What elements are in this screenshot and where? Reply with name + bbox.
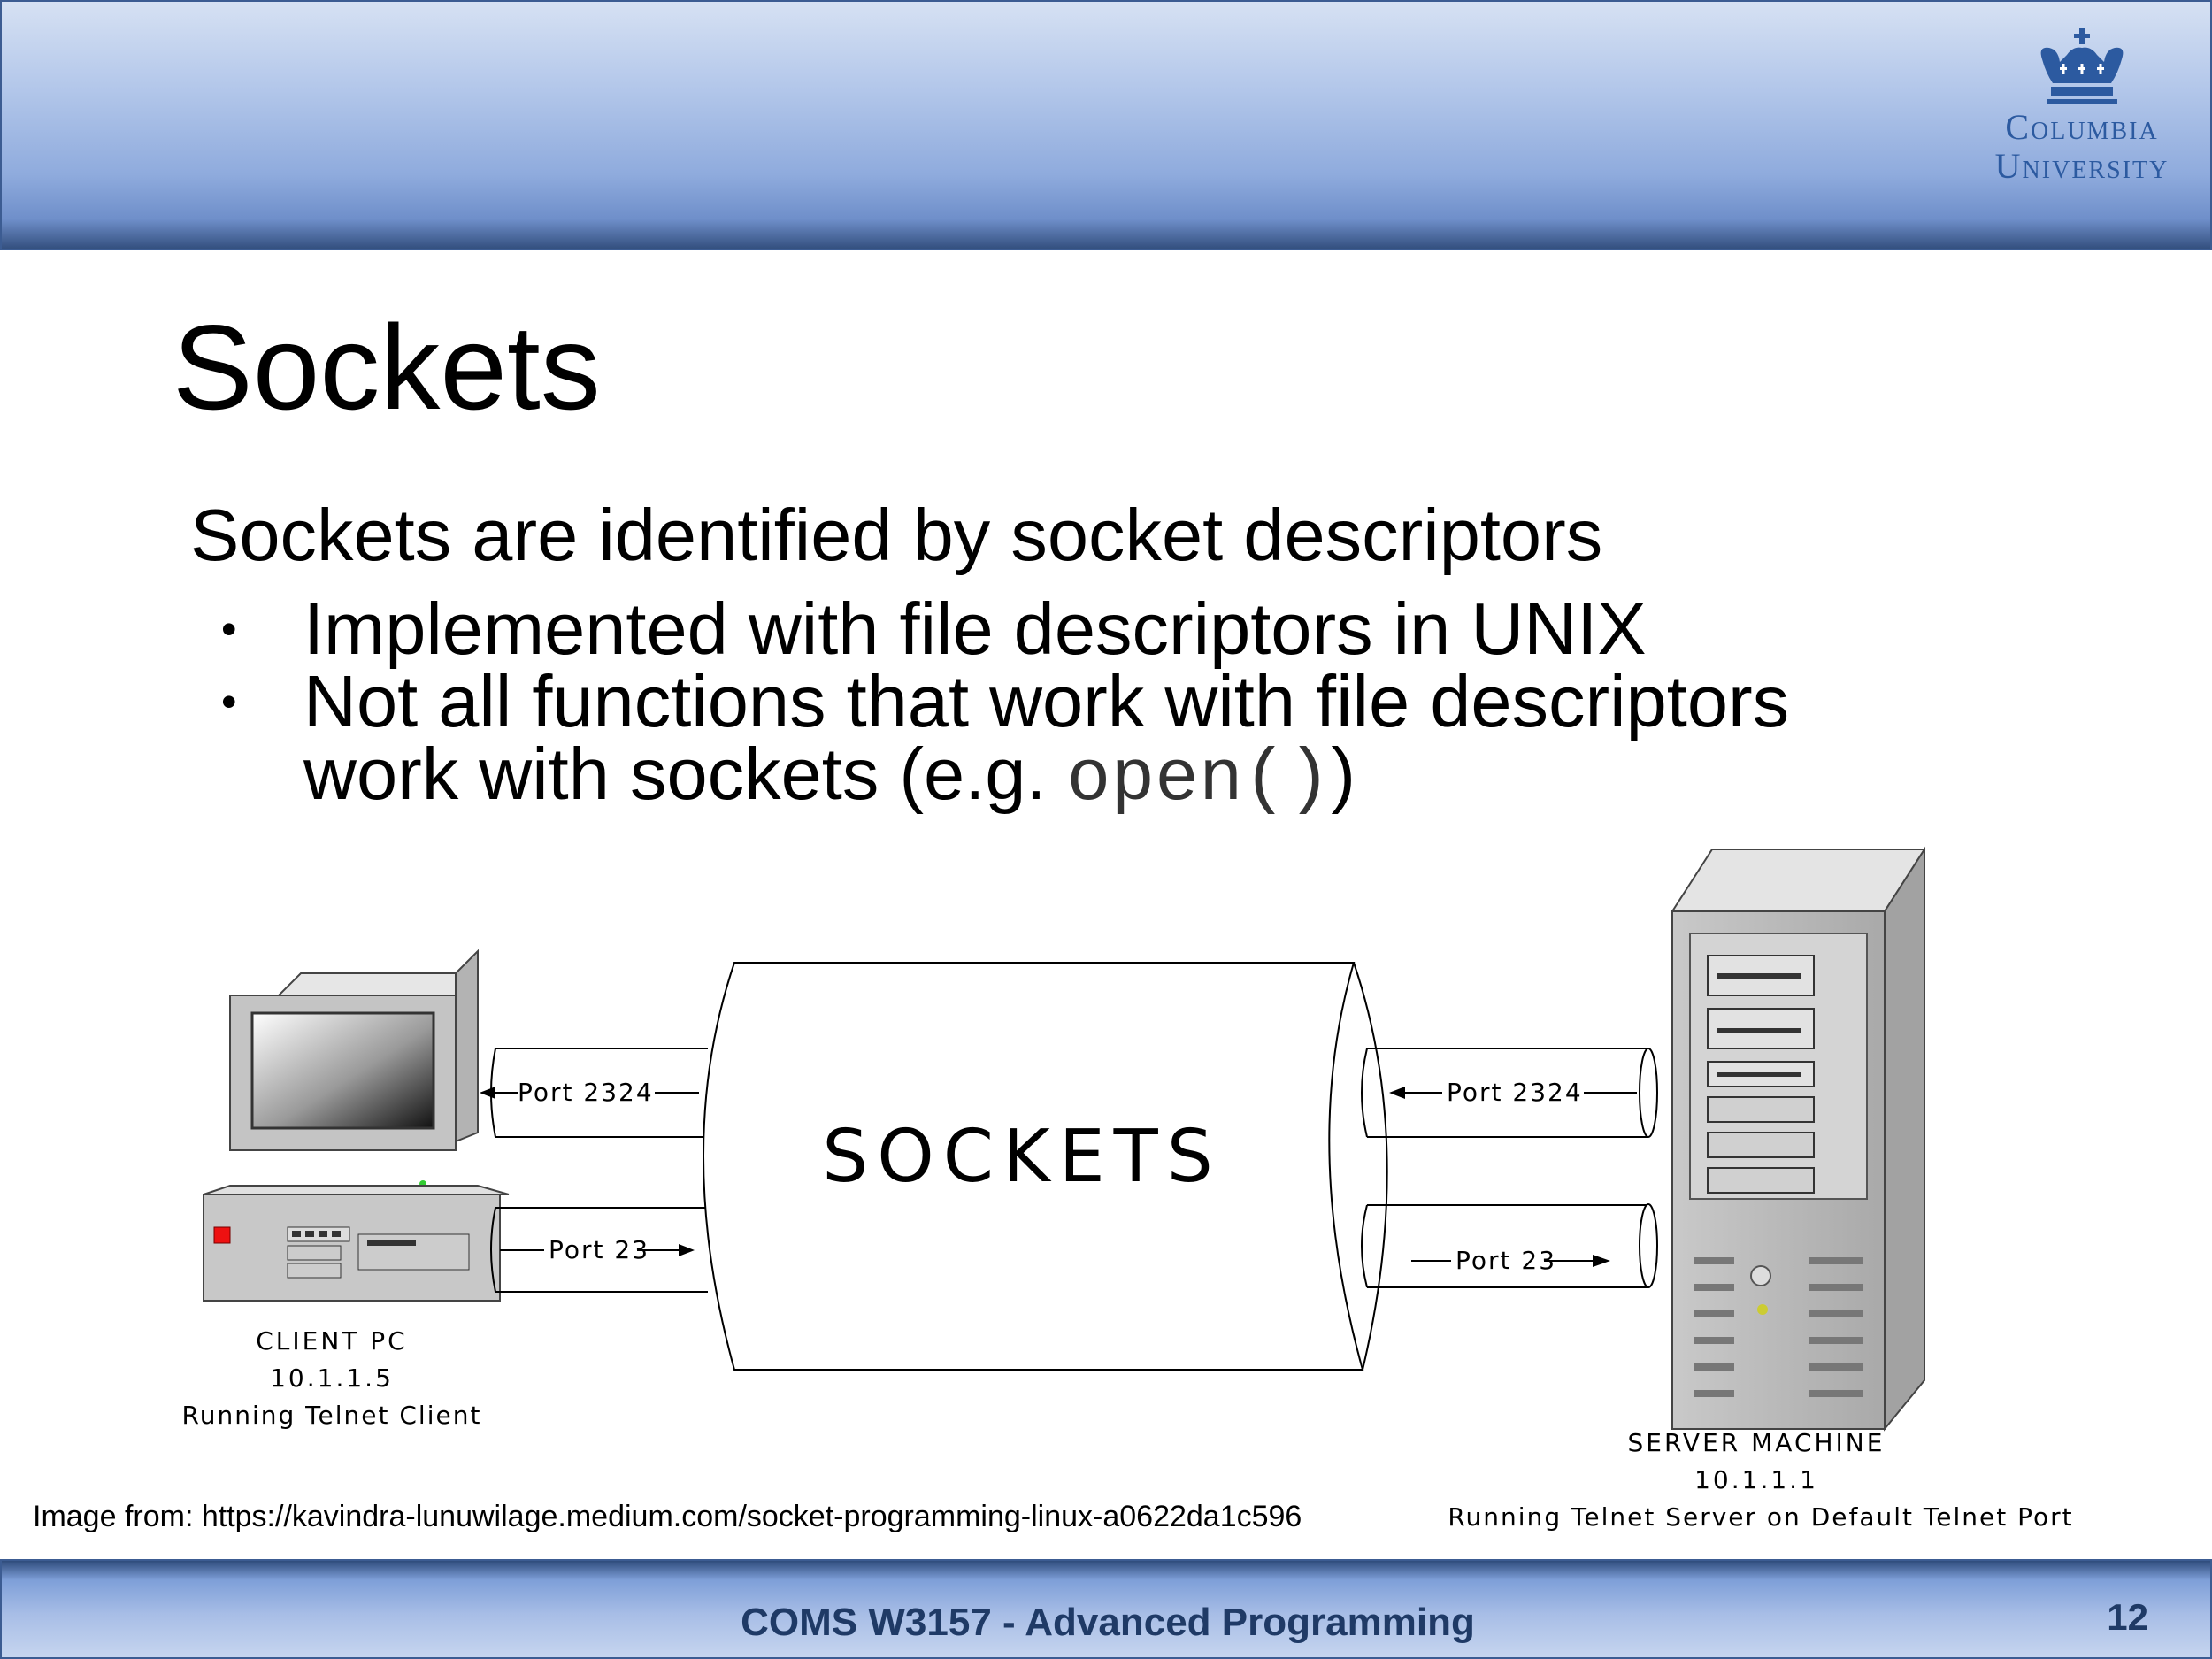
client-ip: 10.1.1.5 bbox=[270, 1363, 394, 1393]
code-open: open() bbox=[1066, 738, 1332, 821]
client-name: CLIENT PC bbox=[256, 1326, 408, 1356]
client-role: Running Telnet Client bbox=[181, 1401, 482, 1430]
bullet-dot: • bbox=[221, 604, 237, 654]
bullet-item bbox=[221, 588, 1789, 670]
bullet-text: Implemented with file descriptors in UNIX bbox=[303, 588, 1647, 670]
columbia-logo bbox=[1962, 28, 2201, 214]
footer-band bbox=[0, 1559, 2212, 1659]
sockets-diagram bbox=[177, 841, 2079, 1548]
sockets-label: SOCKETS bbox=[822, 1115, 1222, 1199]
logo-line2: University bbox=[1994, 146, 2170, 186]
logo-line1: Columbia bbox=[2005, 107, 2159, 147]
left-pipes bbox=[480, 1048, 708, 1292]
bullet-text-line1: Not all functions that work with file descriptors bbox=[303, 660, 1790, 742]
bullet-text-line2 bbox=[303, 733, 1356, 821]
header-band bbox=[0, 0, 2212, 250]
right-port-23-label: Port 23 bbox=[1455, 1246, 1557, 1275]
left-port-23-label: Port 23 bbox=[549, 1235, 650, 1264]
right-pipes bbox=[1362, 1048, 1657, 1287]
image-credit: Image from: https://kavindra-lunuwilage.medium.com/socket-programming-linux-a0622da1c596 bbox=[33, 1500, 1302, 1533]
lead-text: Sockets are identified by socket descriptors bbox=[190, 494, 1603, 576]
bullet-item bbox=[221, 660, 1790, 821]
sockets-cylinder bbox=[703, 963, 1387, 1370]
bullet-dot: • bbox=[221, 677, 237, 726]
bullet-text-suffix: ) bbox=[1331, 733, 1356, 815]
left-port-2324-label: Port 2324 bbox=[518, 1078, 654, 1107]
slide-title: Sockets bbox=[173, 300, 601, 434]
course-title: COMS W3157 - Advanced Programming bbox=[741, 1601, 1475, 1644]
client-pc-icon bbox=[204, 951, 509, 1301]
bullet-text-prefix: work with sockets (e.g. bbox=[303, 733, 1067, 815]
server-ip: 10.1.1.1 bbox=[1694, 1465, 1818, 1494]
right-port-2324-label: Port 2324 bbox=[1447, 1078, 1583, 1107]
bullet-list bbox=[221, 588, 1790, 821]
server-name: SERVER MACHINE bbox=[1627, 1428, 1886, 1457]
server-role: Running Telnet Server on Default Telnet Port bbox=[1448, 1502, 2074, 1532]
crown-icon bbox=[2033, 28, 2131, 108]
page-number: 12 bbox=[2107, 1596, 2148, 1638]
server-machine-icon bbox=[1672, 849, 1924, 1429]
